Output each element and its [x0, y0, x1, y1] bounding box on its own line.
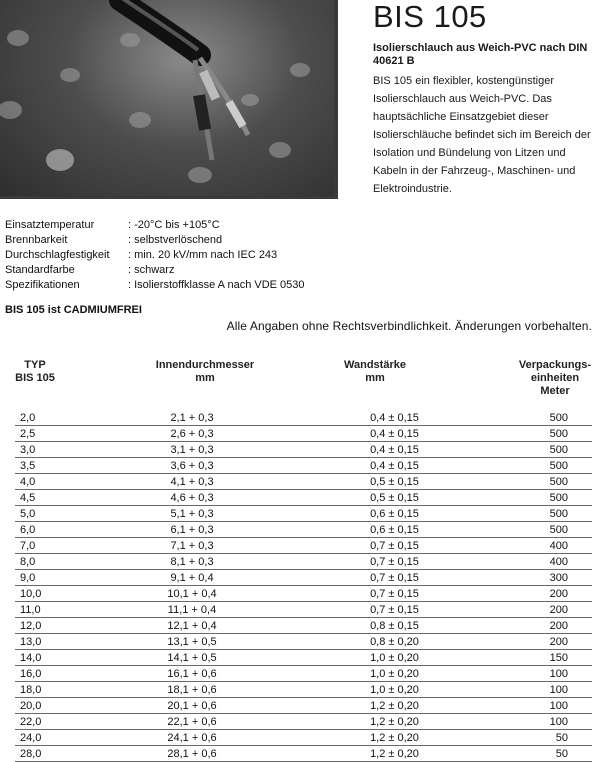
- cell-wandstaerke: 0,4 ± 0,15: [370, 444, 419, 456]
- cell-innendurchmesser: 6,1 + 0,3: [170, 524, 214, 536]
- cell-typ: 6,0: [20, 524, 36, 536]
- tubing-illustration: [0, 0, 335, 197]
- table-row: [15, 554, 592, 570]
- cell-verpackung: 100: [549, 700, 568, 712]
- cell-typ: 5,0: [20, 508, 36, 520]
- cell-innendurchmesser: 8,1 + 0,3: [170, 556, 214, 568]
- property-value: : -20°C bis +105°C: [128, 219, 220, 231]
- property-label: Brennbarkeit: [5, 234, 68, 246]
- cell-innendurchmesser: 22,1 + 0,6: [167, 716, 217, 728]
- product-photo: [0, 0, 335, 197]
- table-row: [15, 618, 592, 634]
- cell-innendurchmesser: 7,1 + 0,3: [170, 540, 214, 552]
- cell-typ: 2,5: [20, 428, 36, 440]
- cell-typ: 10,0: [20, 588, 42, 600]
- cell-typ: 4,5: [20, 492, 36, 504]
- cell-wandstaerke: 0,5 ± 0,15: [370, 492, 419, 504]
- cell-innendurchmesser: 4,6 + 0,3: [170, 492, 214, 504]
- table-row: [15, 682, 592, 698]
- cell-innendurchmesser: 10,1 + 0,4: [167, 588, 217, 600]
- property-label: Durchschlagfestigkeit: [5, 249, 110, 261]
- table-row: [15, 410, 592, 426]
- cell-verpackung: 100: [549, 684, 568, 696]
- cell-innendurchmesser: 4,1 + 0,3: [170, 476, 214, 488]
- cell-verpackung: 100: [549, 668, 568, 680]
- table-row: [15, 746, 592, 762]
- data-table-body: [15, 410, 592, 762]
- cell-innendurchmesser: 3,6 + 0,3: [170, 460, 214, 472]
- header-innendurchmesser: Innendurchmesser mm: [155, 359, 255, 384]
- cell-wandstaerke: 0,5 ± 0,15: [370, 476, 419, 488]
- cell-innendurchmesser: 16,1 + 0,6: [167, 668, 217, 680]
- cell-wandstaerke: 0,8 ± 0,15: [370, 620, 419, 632]
- cell-verpackung: 400: [549, 556, 568, 568]
- cell-innendurchmesser: 5,1 + 0,3: [170, 508, 214, 520]
- cell-typ: 18,0: [20, 684, 42, 696]
- cell-typ: 24,0: [20, 732, 42, 744]
- table-row: [15, 426, 592, 442]
- cell-verpackung: 200: [549, 636, 568, 648]
- cell-innendurchmesser: 2,6 + 0,3: [170, 428, 214, 440]
- table-row: [15, 474, 592, 490]
- table-row: [15, 522, 592, 538]
- cell-typ: 14,0: [20, 652, 42, 664]
- cell-typ: 3,5: [20, 460, 36, 472]
- cell-verpackung: 500: [549, 476, 568, 488]
- cell-verpackung: 50: [555, 748, 568, 760]
- property-row: [5, 248, 305, 263]
- cell-wandstaerke: 0,7 ± 0,15: [370, 556, 419, 568]
- cell-wandstaerke: 0,4 ± 0,15: [370, 412, 419, 424]
- table-row: [15, 650, 592, 666]
- table-row: [15, 506, 592, 522]
- cell-innendurchmesser: 3,1 + 0,3: [170, 444, 214, 456]
- product-title: BIS 105: [373, 0, 487, 34]
- cell-verpackung: 200: [549, 604, 568, 616]
- cell-typ: 9,0: [20, 572, 36, 584]
- cell-wandstaerke: 0,7 ± 0,15: [370, 540, 419, 552]
- cell-wandstaerke: 0,7 ± 0,15: [370, 588, 419, 600]
- property-label: Einsatztemperatur: [5, 219, 95, 231]
- cell-innendurchmesser: 12,1 + 0,4: [167, 620, 217, 632]
- product-subtitle: Isolierschlauch aus Weich-PVC nach DIN 40621 B: [373, 42, 588, 67]
- property-row: [5, 263, 305, 278]
- cell-typ: 16,0: [20, 668, 42, 680]
- cell-wandstaerke: 1,0 ± 0,20: [370, 684, 419, 696]
- cell-typ: 4,0: [20, 476, 36, 488]
- cell-typ: 13,0: [20, 636, 42, 648]
- cell-wandstaerke: 1,0 ± 0,20: [370, 652, 419, 664]
- cell-verpackung: 500: [549, 508, 568, 520]
- cell-innendurchmesser: 11,1 + 0,4: [167, 604, 217, 616]
- property-value: : min. 20 kV/mm nach IEC 243: [128, 249, 278, 261]
- table-row: [15, 602, 592, 618]
- cell-innendurchmesser: 2,1 + 0,3: [170, 412, 214, 424]
- cell-verpackung: 50: [555, 732, 568, 744]
- table-row: [15, 442, 592, 458]
- cell-innendurchmesser: 14,1 + 0,5: [167, 652, 217, 664]
- table-row: [15, 586, 592, 602]
- cell-wandstaerke: 0,6 ± 0,15: [370, 524, 419, 536]
- table-row: [15, 458, 592, 474]
- property-value: : Isolierstoffklasse A nach VDE 0530: [128, 279, 305, 291]
- cell-verpackung: 500: [549, 412, 568, 424]
- cell-typ: 2,0: [20, 412, 36, 424]
- header-typ: TYP BIS 105: [15, 359, 55, 384]
- property-row: [5, 278, 305, 293]
- cell-wandstaerke: 0,4 ± 0,15: [370, 428, 419, 440]
- cell-wandstaerke: 0,4 ± 0,15: [370, 460, 419, 472]
- cell-typ: 8,0: [20, 556, 36, 568]
- cell-wandstaerke: 1,2 ± 0,20: [370, 716, 419, 728]
- disclaimer: Alle Angaben ohne Rechtsverbindlichkeit. Änderungen vorbehalten.: [226, 319, 592, 333]
- cell-verpackung: 200: [549, 620, 568, 632]
- photo-frame-bottom: [0, 196, 338, 199]
- cell-wandstaerke: 0,7 ± 0,15: [370, 572, 419, 584]
- cell-verpackung: 100: [549, 716, 568, 728]
- cell-innendurchmesser: 20,1 + 0,6: [167, 700, 217, 712]
- product-description: BIS 105 ein flexibler, kostengünstiger Isolierschlauch aus Weich-PVC. Das hauptsächliche Einsatzgebiet dieser Isolierschläuche befindet sich im Bereich der Isolation und Bündelung von Litzen und Kabeln in der Fahrzeug-, Maschinen- und Elektroindustrie.: [373, 75, 591, 195]
- cell-wandstaerke: 0,6 ± 0,15: [370, 508, 419, 520]
- cell-verpackung: 200: [549, 588, 568, 600]
- photo-frame-right: [334, 0, 338, 199]
- cadmium-free-note: BIS 105 ist CADMIUMFREI: [5, 304, 142, 316]
- cell-verpackung: 300: [549, 572, 568, 584]
- header-verpackungseinheiten: Verpackungs- einheiten Meter: [518, 359, 592, 397]
- cell-innendurchmesser: 24,1 + 0,6: [167, 732, 217, 744]
- table-row: [15, 634, 592, 650]
- cell-verpackung: 500: [549, 444, 568, 456]
- cell-wandstaerke: 1,2 ± 0,20: [370, 748, 419, 760]
- cell-wandstaerke: 1,2 ± 0,20: [370, 732, 419, 744]
- property-label: Spezifikationen: [5, 279, 80, 291]
- cell-wandstaerke: 0,7 ± 0,15: [370, 604, 419, 616]
- properties-list: [5, 218, 305, 293]
- property-value: : selbstverlöschend: [128, 234, 223, 246]
- table-row: [15, 714, 592, 730]
- property-row: [5, 218, 305, 233]
- cell-verpackung: 500: [549, 524, 568, 536]
- cell-innendurchmesser: 28,1 + 0,6: [167, 748, 217, 760]
- table-row: [15, 698, 592, 714]
- cell-innendurchmesser: 9,1 + 0,4: [170, 572, 214, 584]
- table-row: [15, 666, 592, 682]
- cell-innendurchmesser: 13,1 + 0,5: [167, 636, 217, 648]
- table-row: [15, 490, 592, 506]
- cell-typ: 12,0: [20, 620, 42, 632]
- cell-wandstaerke: 1,0 ± 0,20: [370, 668, 419, 680]
- table-row: [15, 570, 592, 586]
- cell-verpackung: 500: [549, 460, 568, 472]
- header-wandstaerke: Wandstärke mm: [344, 359, 406, 384]
- property-label: Standardfarbe: [5, 264, 75, 276]
- cell-verpackung: 500: [549, 428, 568, 440]
- cell-typ: 20,0: [20, 700, 42, 712]
- cell-verpackung: 400: [549, 540, 568, 552]
- cell-typ: 7,0: [20, 540, 36, 552]
- cell-typ: 11,0: [20, 604, 41, 616]
- table-row: [15, 538, 592, 554]
- cell-verpackung: 500: [549, 492, 568, 504]
- cell-innendurchmesser: 18,1 + 0,6: [167, 684, 217, 696]
- cell-typ: 3,0: [20, 444, 36, 456]
- cell-wandstaerke: 1,2 ± 0,20: [370, 700, 419, 712]
- property-value: : schwarz: [128, 264, 175, 276]
- property-row: [5, 233, 305, 248]
- cell-typ: 28,0: [20, 748, 42, 760]
- cell-verpackung: 150: [549, 652, 568, 664]
- cell-typ: 22,0: [20, 716, 42, 728]
- cell-wandstaerke: 0,8 ± 0,20: [370, 636, 419, 648]
